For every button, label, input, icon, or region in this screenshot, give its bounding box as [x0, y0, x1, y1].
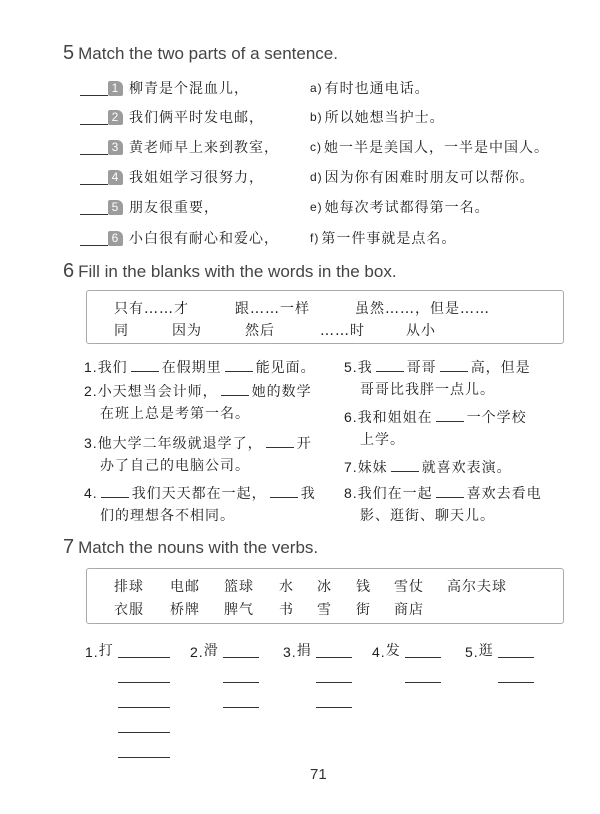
item-number: 1. — [84, 359, 98, 375]
item-text: 上学。 — [360, 432, 405, 448]
item-text: 我 — [357, 360, 373, 376]
item-number: 3. — [84, 435, 98, 451]
verb-item — [190, 640, 219, 660]
item-text: 我和姐姐在 — [357, 410, 433, 426]
page-number: 71 — [310, 766, 327, 783]
item-text: 开 — [296, 436, 312, 452]
sentence-start: 我姐姐学习很努力， — [129, 170, 264, 186]
item-text: 我们 — [97, 360, 128, 376]
answer-line[interactable] — [405, 682, 441, 683]
match-right-item — [310, 106, 445, 128]
section-number: 5 — [63, 42, 75, 64]
fill-item-5 — [344, 356, 531, 401]
answer-line[interactable] — [405, 657, 441, 658]
fill-item-2 — [84, 380, 312, 425]
sentence-end: 第一件事就是点名。 — [321, 231, 457, 247]
item-number: 8. — [344, 485, 358, 501]
item-text: 我们天天都在一起， — [131, 486, 267, 502]
noun-option: 书 — [279, 602, 294, 618]
word-option: 只有……才 — [114, 301, 189, 317]
option-letter: e) — [310, 200, 323, 214]
item-text: 高，但是 — [470, 360, 531, 376]
item-text: 喜欢去看电 — [466, 486, 542, 502]
match-left-item — [80, 166, 264, 188]
item-text: 在假期里 — [161, 360, 222, 376]
item-number: 5. — [465, 644, 479, 660]
blank[interactable] — [391, 457, 419, 472]
sentence-start: 朋友很重要， — [129, 200, 219, 216]
answer-blank[interactable] — [80, 231, 108, 246]
sentence-end: 她每次考试都得第一名。 — [324, 200, 490, 216]
answer-line[interactable] — [316, 682, 352, 683]
match-left-item — [80, 227, 279, 249]
item-text: 我们在一起 — [357, 486, 433, 502]
number-badge: 5 — [108, 200, 123, 215]
section-6-heading — [63, 260, 397, 283]
noun-box — [86, 568, 564, 624]
section-number: 6 — [63, 260, 75, 282]
option-letter: c) — [310, 140, 322, 154]
number-badge: 1 — [108, 81, 123, 96]
answer-line[interactable] — [498, 682, 534, 683]
word-box — [86, 290, 564, 344]
match-right-item — [310, 166, 535, 188]
verb: 滑 — [203, 643, 219, 659]
match-left-item — [80, 196, 219, 218]
noun-option: 雪 — [317, 602, 332, 618]
option-letter: f) — [310, 231, 320, 245]
match-left-item — [80, 136, 279, 158]
noun-option: 高尔夫球 — [447, 579, 507, 595]
item-number: 2. — [84, 383, 98, 399]
section-number: 7 — [63, 536, 75, 558]
option-letter: d) — [310, 170, 323, 184]
noun-option: 街 — [356, 602, 371, 618]
verb: 打 — [98, 643, 114, 659]
answer-line[interactable] — [118, 707, 170, 708]
word-option: 虽然……，但是…… — [355, 301, 490, 317]
noun-option: 桥牌 — [170, 602, 200, 618]
noun-option: 水 — [279, 579, 294, 595]
noun-option: 雪仗 — [394, 579, 424, 595]
sentence-end: 因为你有困难时朋友可以帮你。 — [324, 170, 535, 186]
match-left-item — [80, 77, 249, 99]
answer-line[interactable] — [118, 657, 170, 658]
fill-item-4 — [84, 482, 316, 527]
sentence-start: 我们俩平时发电邮， — [129, 110, 264, 126]
verb-item — [283, 640, 312, 660]
noun-option: 排球 — [114, 579, 144, 595]
sentence-start: 黄老师早上来到教室， — [129, 140, 279, 156]
word-option: 跟……一样 — [235, 301, 310, 317]
match-right-item — [310, 136, 549, 158]
answer-line[interactable] — [118, 732, 170, 733]
item-number: 7. — [344, 459, 358, 475]
blank[interactable] — [225, 357, 253, 372]
match-right-item — [310, 77, 430, 99]
word-option: 然后 — [245, 323, 275, 339]
item-text: 一个学校 — [466, 410, 527, 426]
number-badge: 3 — [108, 140, 123, 155]
section-title: Match the nouns with the verbs. — [78, 538, 319, 557]
word-option: 从小 — [406, 323, 436, 339]
sentence-start: 柳青是个混血儿， — [129, 81, 249, 97]
answer-line[interactable] — [223, 682, 259, 683]
fill-item-8 — [344, 482, 542, 527]
sentence-start: 小白很有耐心和爱心， — [129, 231, 279, 247]
item-number: 4. — [84, 485, 98, 501]
item-text: 办了自己的电脑公司。 — [100, 458, 250, 474]
verb: 发 — [385, 643, 401, 659]
blank[interactable] — [266, 433, 294, 448]
noun-option: 钱 — [356, 579, 371, 595]
section-title: Fill in the blanks with the words in the box. — [78, 262, 397, 281]
number-badge: 6 — [108, 231, 123, 246]
item-number: 2. — [190, 644, 204, 660]
answer-line[interactable] — [118, 757, 170, 758]
word-option: 因为 — [172, 323, 202, 339]
item-text: 哥哥比我胖一点儿。 — [360, 382, 495, 398]
answer-line[interactable] — [223, 657, 259, 658]
blank[interactable] — [376, 357, 404, 372]
answer-line[interactable] — [498, 657, 534, 658]
blank[interactable] — [221, 381, 249, 396]
item-number: 4. — [372, 644, 386, 660]
noun-option: 电邮 — [170, 579, 200, 595]
word-option: 同 — [114, 323, 129, 339]
answer-line[interactable] — [316, 707, 352, 708]
blank[interactable] — [101, 483, 129, 498]
answer-blank[interactable] — [80, 81, 108, 96]
verb: 逛 — [478, 643, 494, 659]
answer-blank[interactable] — [80, 110, 108, 125]
fill-item-1 — [84, 356, 316, 379]
item-number: 5. — [344, 359, 358, 375]
item-text: 影、逛街、聊天儿。 — [360, 508, 495, 524]
sentence-end: 有时也通电话。 — [324, 81, 430, 97]
match-left-item — [80, 106, 264, 128]
verb-item — [85, 640, 114, 660]
section-7-heading — [63, 536, 318, 559]
answer-line[interactable] — [316, 657, 352, 658]
word-option: ……时 — [320, 323, 365, 339]
item-text: 妹妹 — [357, 460, 388, 476]
answer-blank[interactable] — [80, 170, 108, 185]
number-badge: 4 — [108, 170, 123, 185]
noun-option: 冰 — [317, 579, 332, 595]
verb: 捐 — [296, 643, 312, 659]
match-right-item — [310, 227, 456, 249]
item-text: 就喜欢表演。 — [421, 460, 512, 476]
item-text: 他大学二年级就退学了， — [97, 436, 263, 452]
blank[interactable] — [436, 483, 464, 498]
item-text: 她的数学 — [251, 384, 312, 400]
item-text: 们的理想各不相同。 — [100, 508, 235, 524]
verb-item — [372, 640, 401, 660]
match-right-item — [310, 196, 490, 218]
fill-item-3 — [84, 432, 312, 477]
noun-option: 衣服 — [114, 602, 144, 618]
verb-item — [465, 640, 494, 660]
item-text: 我 — [300, 486, 316, 502]
noun-option: 篮球 — [224, 579, 254, 595]
blank[interactable] — [131, 357, 159, 372]
item-text: 在班上总是考第一名。 — [100, 406, 250, 422]
fill-item-6 — [344, 406, 527, 451]
section-title: Match the two parts of a sentence. — [78, 44, 338, 63]
noun-option: 脾气 — [224, 602, 254, 618]
option-letter: a) — [310, 81, 323, 95]
answer-line[interactable] — [223, 707, 259, 708]
answer-blank[interactable] — [80, 140, 108, 155]
item-number: 6. — [344, 409, 358, 425]
answer-line[interactable] — [118, 682, 170, 683]
section-5-heading — [63, 42, 338, 65]
option-letter: b) — [310, 110, 323, 124]
item-text: 小天想当会计师， — [97, 384, 218, 400]
item-number: 3. — [283, 644, 297, 660]
sentence-end: 她一半是美国人，一半是中国人。 — [324, 140, 549, 156]
item-number: 1. — [85, 644, 99, 660]
noun-option: 商店 — [394, 602, 424, 618]
item-text: 能见面。 — [255, 360, 316, 376]
number-badge: 2 — [108, 110, 123, 125]
answer-blank[interactable] — [80, 200, 108, 215]
sentence-end: 所以她想当护士。 — [324, 110, 445, 126]
fill-item-7 — [344, 456, 512, 479]
blank[interactable] — [436, 407, 464, 422]
blank[interactable] — [270, 483, 298, 498]
item-text: 哥哥 — [406, 360, 437, 376]
blank[interactable] — [440, 357, 468, 372]
